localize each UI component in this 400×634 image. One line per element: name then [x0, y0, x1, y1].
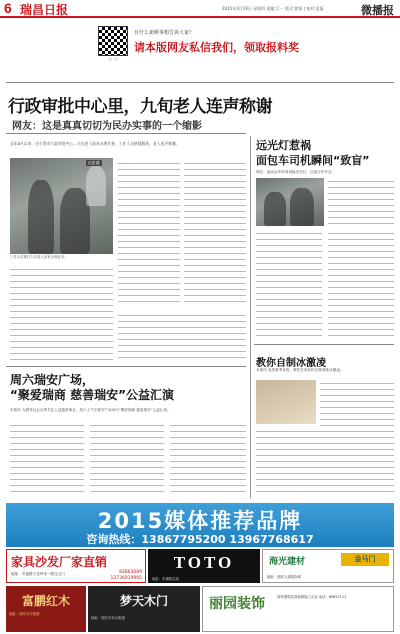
- right-story2-byline: 本报讯 炎热夏季来临，教你在家轻松自制美味冰激凌。: [256, 368, 344, 372]
- story2-column: [90, 422, 164, 498]
- banner-title: 2015媒体推荐品牌: [97, 509, 303, 533]
- main-story-photo[interactable]: [10, 158, 113, 254]
- main-headline[interactable]: 行政审批中心里，九旬老人连声称谢: [8, 97, 272, 117]
- story2-headline-line2: “聚爱瑞商 慈善瑞安”公益汇演: [10, 388, 174, 402]
- photo-tag: 记者 摄: [88, 161, 100, 165]
- building-materials-logo: 海光建材: [269, 557, 306, 567]
- right-story1-photo[interactable]: [256, 178, 324, 226]
- toto-logo: TOTO: [173, 553, 235, 572]
- wood-door-ad[interactable]: [88, 586, 200, 632]
- redwood-logo: 富鹏红木: [21, 594, 70, 608]
- page-number: 6: [4, 0, 12, 16]
- door-brand-logo: 金马门: [341, 553, 389, 566]
- right-story1-column: [328, 178, 394, 226]
- promo-question: 有什么新鲜事想告诉大家？: [134, 30, 195, 36]
- main-story-column: [184, 160, 246, 308]
- story2-byline: 本报讯 为倡导社会各界关注公益慈善事业，周六上午在瑞安广场举行“聚爱瑞商 慈善瑞安”公益汇演。: [10, 408, 171, 412]
- photo-caption: 工作人员搀扶九旬老人前来办理业务。: [10, 255, 68, 259]
- story2-headline-line1: 周六瑞安广场，: [10, 373, 95, 387]
- story2-headline[interactable]: [10, 373, 174, 403]
- section-name: 微播报: [361, 4, 394, 17]
- main-story-column: [118, 312, 246, 362]
- divider: [6, 366, 246, 367]
- sofa-ad-address: 地址：安福路与龙坪寺一路交叉口: [11, 572, 65, 576]
- divider: [254, 344, 394, 345]
- promo-box: [98, 26, 338, 62]
- masthead: [0, 0, 400, 18]
- column-divider: [250, 136, 251, 498]
- decoration-info: 国家建筑装饰装修施工企业 电话：65857111: [277, 595, 347, 599]
- right-story1-column: [256, 230, 322, 338]
- right-story2-column: [256, 428, 322, 498]
- building-materials-address: 地址：瑞祥大道装饰城: [267, 575, 301, 579]
- right-story1-headline-line1: 远光灯惹祸: [256, 139, 311, 152]
- sofa-ad-phones: [111, 570, 143, 582]
- redwood-furniture-ad[interactable]: [6, 586, 86, 632]
- wood-door-logo: 梦天木门: [119, 594, 168, 608]
- toto-ad-address: 地址：东湖路沿线: [152, 577, 180, 581]
- paper-logo: 瑞昌日报: [20, 3, 69, 17]
- sofa-ad-phone: 13736919995: [110, 576, 142, 581]
- right-story1-column: [328, 230, 394, 338]
- wood-door-address: 地址：瑞安市东山街道: [91, 616, 125, 620]
- right-story1-headline[interactable]: [256, 138, 369, 168]
- building-materials-ad[interactable]: [262, 549, 394, 583]
- banner-phone: 咨询热线：13867795200 13967768617: [86, 533, 314, 546]
- qr-caption: 扫一扫: [108, 57, 118, 61]
- qr-code-icon[interactable]: [98, 26, 128, 56]
- story2-column: [170, 422, 246, 498]
- right-story2-headline[interactable]: 教你自制冰激凌: [256, 358, 326, 369]
- main-story-column: [118, 160, 180, 308]
- right-story2-column: [320, 380, 394, 498]
- decoration-logo: 丽园装饰: [209, 596, 265, 612]
- main-subhead: 网友：这是真真切切为民办实事的一个缩影: [12, 121, 202, 132]
- promo-headline: 请本版网友私信我们，领取报料奖: [134, 41, 299, 54]
- right-story1-byline: 网友：夜间会车时请切换近光灯，注意行车安全。: [256, 170, 336, 174]
- story2-column: [10, 422, 84, 498]
- toto-ad[interactable]: [148, 549, 260, 583]
- decoration-ad[interactable]: [202, 586, 394, 632]
- sofa-ad[interactable]: [6, 549, 146, 583]
- redwood-address: 地址：瑞安市安阳镇: [9, 612, 40, 616]
- main-story-column: [10, 266, 113, 362]
- date-line: 2015年3月19日 星期四 责编:江一 版式:徐菊 | 校对:范磊: [222, 6, 324, 11]
- sofa-ad-phone: 82863089: [119, 570, 142, 575]
- main-lede: 去年8月以来，由于我市行政审批中心…九旬老人前来办理业务，工作人员热情服务，老人连声称谢。: [10, 141, 180, 146]
- media-brand-banner-ad[interactable]: [6, 503, 394, 547]
- divider: [6, 82, 394, 83]
- right-story2-photo[interactable]: [256, 380, 316, 424]
- right-story1-headline-line2: 面包车司机瞬间“致盲”: [256, 154, 370, 167]
- sofa-ad-title: 家具沙发厂家直销: [11, 555, 108, 569]
- divider: [6, 133, 246, 134]
